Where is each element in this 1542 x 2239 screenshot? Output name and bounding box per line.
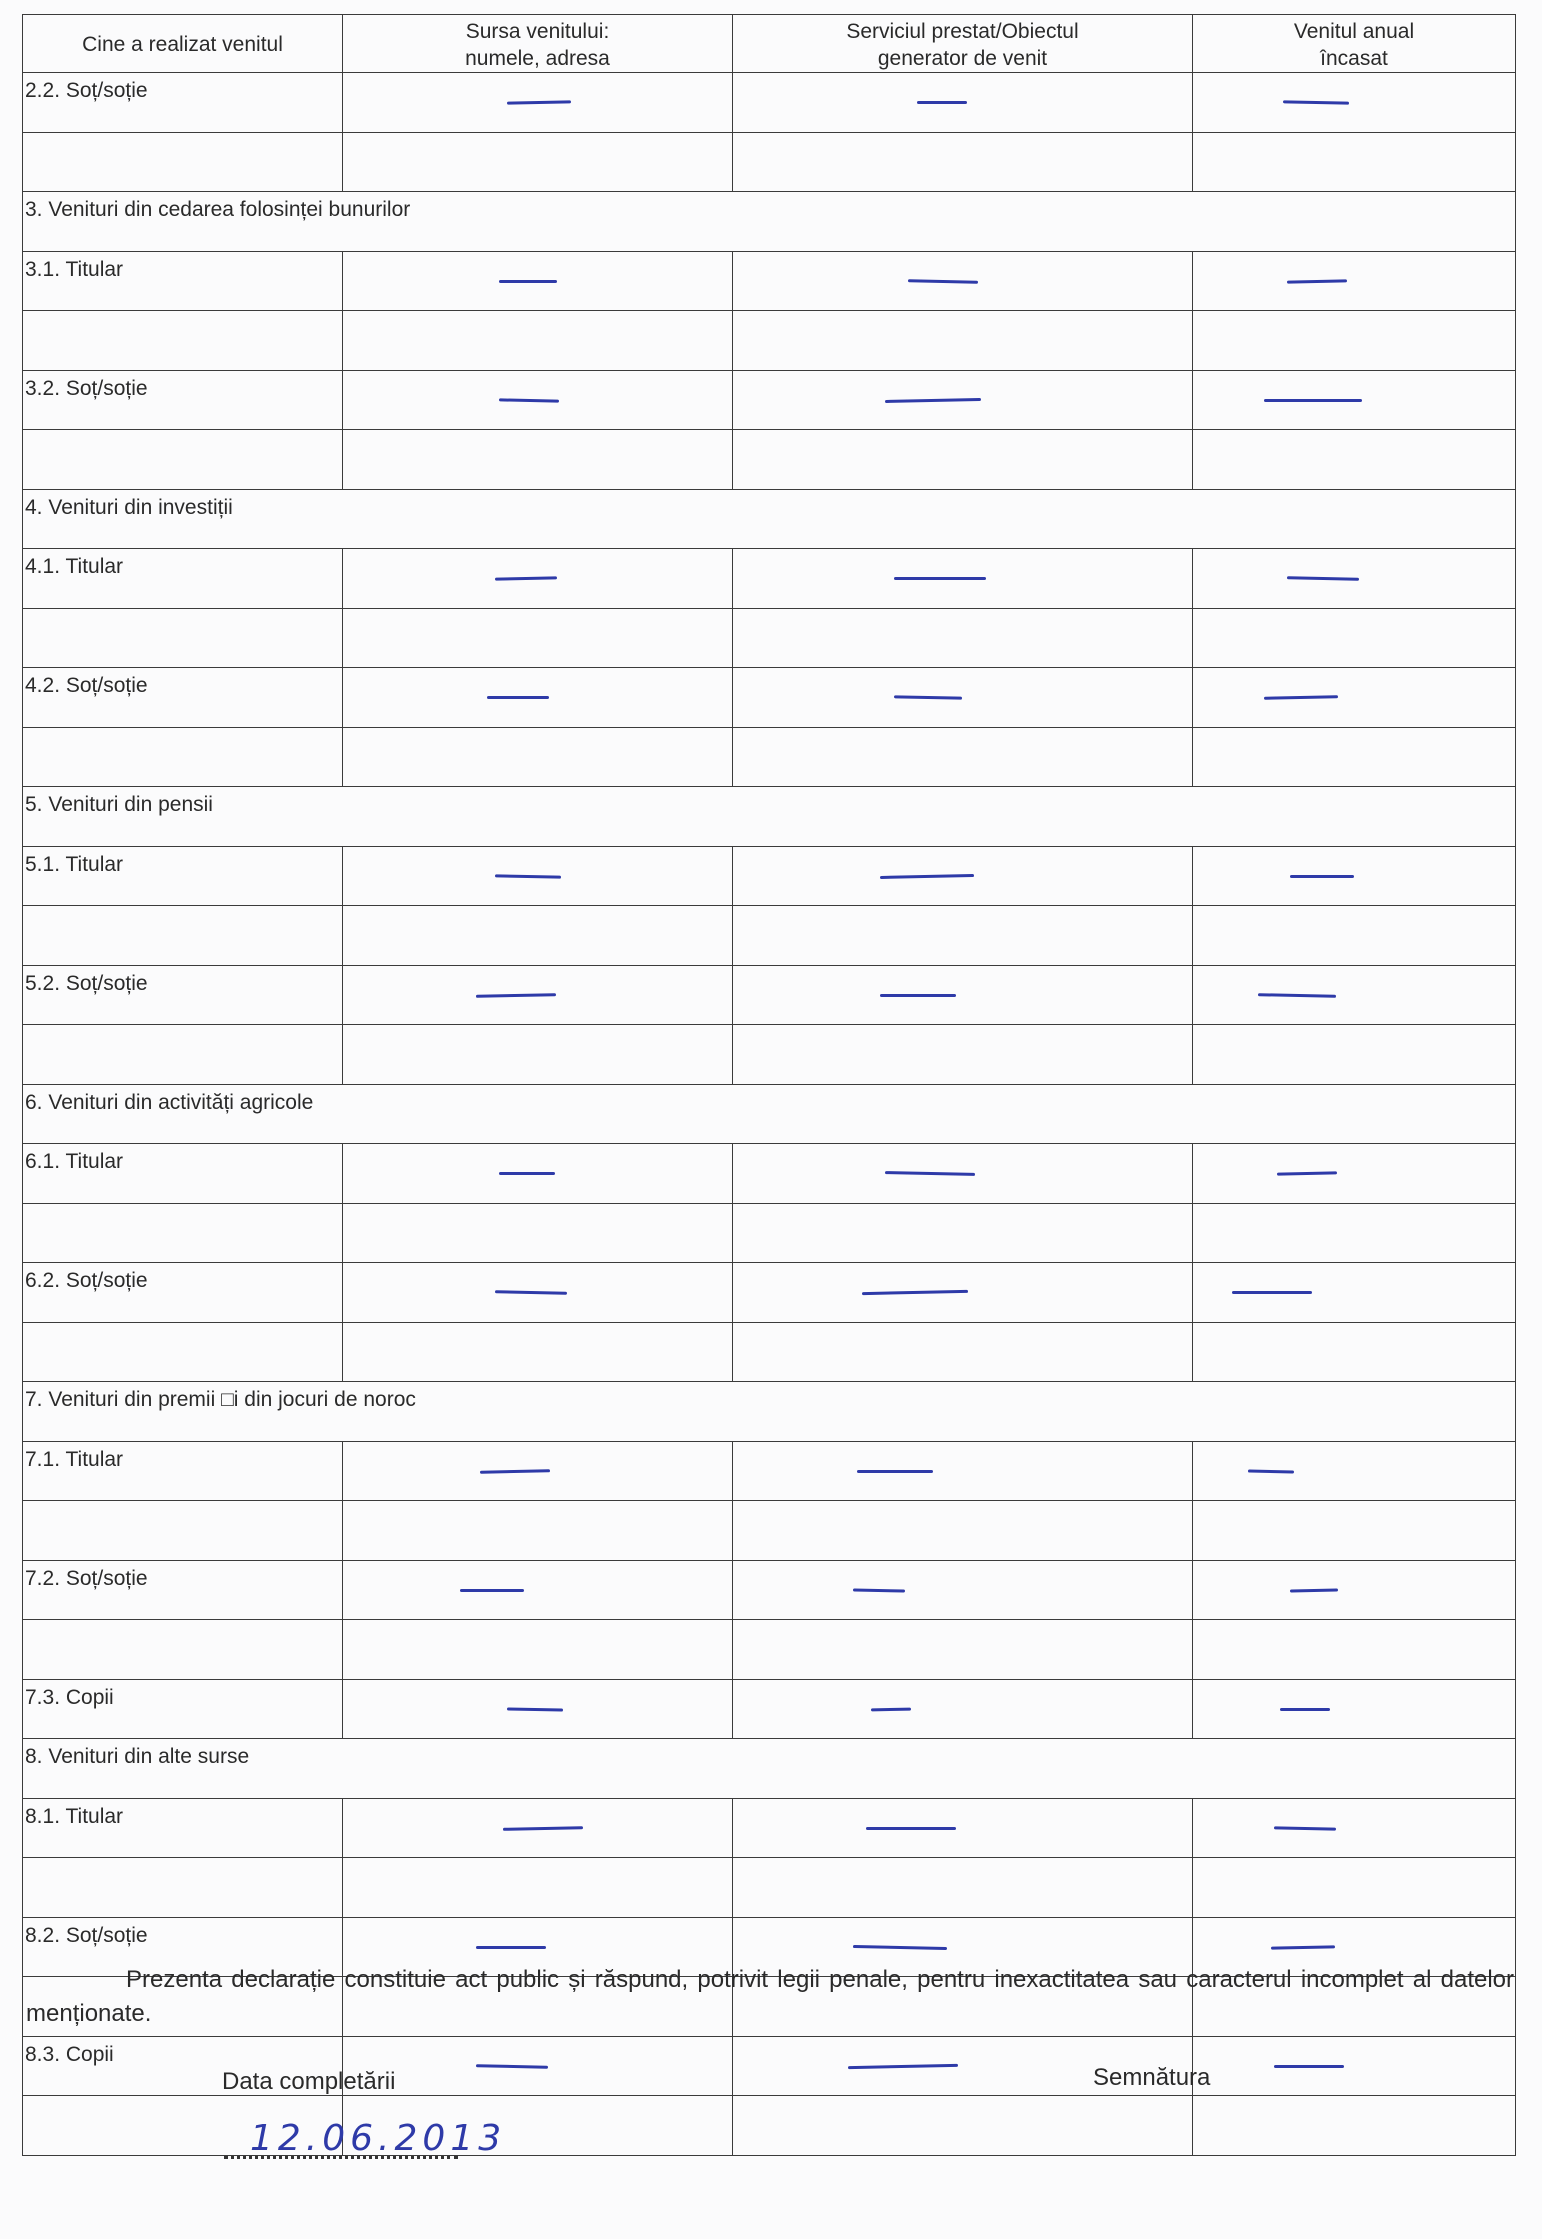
handwritten-dash-mark <box>495 576 557 580</box>
row-label <box>23 311 343 371</box>
table-row <box>23 2096 1516 2156</box>
row-label <box>23 1025 343 1085</box>
handwritten-dash-mark <box>894 695 962 699</box>
row-label <box>23 906 343 966</box>
income-cell <box>1193 1560 1516 1620</box>
header-who: Cine a realizat venitul <box>23 15 343 73</box>
header-service <box>733 15 1193 73</box>
income-cell <box>1193 1501 1516 1561</box>
handwritten-dash-mark <box>503 1826 583 1831</box>
handwritten-dash-mark <box>1287 279 1347 283</box>
row-label <box>23 1501 343 1561</box>
handwritten-dash-mark <box>480 1469 550 1473</box>
handwritten-dash-mark <box>1264 695 1338 700</box>
handwritten-dash-mark <box>499 398 559 402</box>
row-label: 5.1. Titular <box>23 846 343 906</box>
source-cell <box>343 1441 733 1501</box>
section-row <box>23 192 1516 252</box>
section-label: 6. Venituri din activități agricole <box>23 1084 1516 1144</box>
handwritten-dash-mark <box>1258 993 1336 998</box>
handwritten-dash-mark <box>848 2063 958 2068</box>
handwritten-dash-mark <box>1274 2065 1344 2068</box>
table-row <box>23 608 1516 668</box>
table-row <box>23 132 1516 192</box>
table-row <box>23 1620 1516 1680</box>
header-income <box>1193 15 1516 73</box>
handwritten-dash-mark <box>853 1588 905 1592</box>
income-cell <box>1193 846 1516 906</box>
table-row <box>23 1501 1516 1561</box>
handwritten-dash-mark <box>1280 1708 1330 1711</box>
section-label: 5. Venituri din pensii <box>23 787 1516 847</box>
income-cell <box>1193 1679 1516 1739</box>
handwritten-dash-mark <box>476 1946 546 1949</box>
source-cell <box>343 1560 733 1620</box>
income-cell <box>1193 1441 1516 1501</box>
service-cell <box>733 727 1193 787</box>
table-row <box>23 1858 1516 1918</box>
income-cell <box>1193 906 1516 966</box>
table-row <box>23 370 1516 430</box>
handwritten-dash-mark <box>1264 399 1362 402</box>
service-cell <box>733 1025 1193 1085</box>
table-row <box>23 430 1516 490</box>
handwritten-dash-mark <box>1232 1291 1312 1294</box>
table-body <box>23 73 1516 2156</box>
service-cell <box>733 430 1193 490</box>
service-cell <box>733 132 1193 192</box>
handwritten-dash-mark <box>495 1290 567 1295</box>
section-label: 4. Venituri din investiții <box>23 489 1516 549</box>
handwritten-dash-mark <box>1274 1826 1336 1830</box>
source-cell <box>343 1263 733 1323</box>
service-cell <box>733 1441 1193 1501</box>
service-cell <box>733 1679 1193 1739</box>
handwritten-dash-mark <box>1290 1588 1338 1592</box>
handwritten-dash-mark <box>1287 576 1359 581</box>
handwritten-dash-mark <box>507 100 571 104</box>
service-cell <box>733 73 1193 133</box>
date-dotted-line <box>224 2156 458 2159</box>
source-cell <box>343 430 733 490</box>
row-label: 8.3. Copii <box>23 2036 343 2096</box>
handwritten-dash-mark <box>1248 1469 1294 1473</box>
source-cell <box>343 1322 733 1382</box>
service-cell <box>733 549 1193 609</box>
handwritten-dash-mark <box>1271 1945 1335 1949</box>
row-label: 7.1. Titular <box>23 1441 343 1501</box>
row-label: 8.1. Titular <box>23 1798 343 1858</box>
header-service-line1: Serviciul prestat/Obiectul <box>846 19 1079 43</box>
handwritten-dash-mark <box>507 1707 563 1711</box>
source-cell <box>343 1025 733 1085</box>
service-cell <box>733 1798 1193 1858</box>
handwritten-dash-mark <box>1283 100 1349 104</box>
income-cell <box>1193 1620 1516 1680</box>
row-label: 2.2. Soț/soție <box>23 73 343 133</box>
source-cell <box>343 1858 733 1918</box>
service-cell <box>733 1501 1193 1561</box>
income-cell <box>1193 311 1516 371</box>
income-cell <box>1193 668 1516 728</box>
signature-label: Semnătura <box>1093 2064 1211 2091</box>
handwritten-dash-mark <box>885 397 981 402</box>
table-row <box>23 1798 1516 1858</box>
handwritten-dash-mark <box>908 279 978 283</box>
handwritten-dash-mark <box>487 696 549 699</box>
row-label: 4.2. Soț/soție <box>23 668 343 728</box>
service-cell <box>733 370 1193 430</box>
row-label <box>23 608 343 668</box>
handwritten-dash-mark <box>476 993 556 998</box>
source-cell <box>343 1203 733 1263</box>
row-label <box>23 727 343 787</box>
service-cell <box>733 1144 1193 1204</box>
section-label: 3. Venituri din cedarea folosinței bunurilor <box>23 192 1516 252</box>
section-row <box>23 1382 1516 1442</box>
handwritten-dash-mark <box>880 874 974 879</box>
row-label: 6.1. Titular <box>23 1144 343 1204</box>
income-cell <box>1193 73 1516 133</box>
table-row <box>23 251 1516 311</box>
header-income-line1: Venitul anual <box>1293 19 1415 43</box>
source-cell <box>343 2036 733 2096</box>
table-row <box>23 549 1516 609</box>
handwritten-dash-mark <box>862 1290 968 1295</box>
row-label: 3.2. Soț/soție <box>23 370 343 430</box>
service-cell <box>733 1560 1193 1620</box>
income-cell <box>1193 1858 1516 1918</box>
handwritten-dash-mark <box>853 1945 947 1950</box>
handwritten-dash-mark <box>857 1470 933 1473</box>
service-cell <box>733 251 1193 311</box>
service-cell <box>733 1620 1193 1680</box>
handwritten-dash-mark <box>880 994 956 997</box>
table-row <box>23 727 1516 787</box>
section-label: 7. Venituri din premii □i din jocuri de noroc <box>23 1382 1516 1442</box>
header-service-line2: generator de venit <box>877 46 1048 70</box>
row-label: 3.1. Titular <box>23 251 343 311</box>
source-cell <box>343 311 733 371</box>
row-label <box>23 1858 343 1918</box>
table-row <box>23 965 1516 1025</box>
row-label: 4.1. Titular <box>23 549 343 609</box>
date-label: Data completării <box>222 2068 396 2095</box>
service-cell <box>733 668 1193 728</box>
income-cell <box>1193 1203 1516 1263</box>
table-row <box>23 846 1516 906</box>
handwritten-dash-mark <box>476 2064 548 2069</box>
row-label: 5.2. Soț/soție <box>23 965 343 1025</box>
income-table <box>22 14 1516 2156</box>
source-cell <box>343 132 733 192</box>
header-income-line2: încasat <box>1320 46 1388 70</box>
row-label: 7.3. Copii <box>23 1679 343 1739</box>
handwritten-dash-mark <box>885 1171 975 1176</box>
service-cell <box>733 1858 1193 1918</box>
income-cell <box>1193 549 1516 609</box>
table-row <box>23 1263 1516 1323</box>
service-cell <box>733 311 1193 371</box>
table-row <box>23 1144 1516 1204</box>
source-cell <box>343 370 733 430</box>
row-label <box>23 1620 343 1680</box>
declaration-text: Prezenta declarație constituie act public și răspund, potrivit legii penale, pentru inexactitatea sau caracterul incomplet al datelor menționate. <box>26 1966 1514 2027</box>
source-cell <box>343 727 733 787</box>
service-cell <box>733 965 1193 1025</box>
row-label: 6.2. Soț/soție <box>23 1263 343 1323</box>
source-cell <box>343 1620 733 1680</box>
service-cell <box>733 1203 1193 1263</box>
service-cell <box>733 2096 1193 2156</box>
header-source-line2: numele, adresa <box>465 46 610 70</box>
income-cell <box>1193 727 1516 787</box>
section-row <box>23 1084 1516 1144</box>
income-cell <box>1193 430 1516 490</box>
handwritten-dash-mark <box>866 1827 956 1830</box>
service-cell <box>733 846 1193 906</box>
source-cell <box>343 668 733 728</box>
income-cell <box>1193 965 1516 1025</box>
source-cell <box>343 906 733 966</box>
section-row <box>23 1739 1516 1799</box>
handwritten-dash-mark <box>460 1589 524 1592</box>
income-cell <box>1193 1025 1516 1085</box>
income-cell <box>1193 1322 1516 1382</box>
table-row <box>23 668 1516 728</box>
source-cell <box>343 608 733 668</box>
income-cell <box>1193 1798 1516 1858</box>
handwritten-dash-mark <box>871 1707 911 1711</box>
handwritten-dash-mark <box>917 101 967 104</box>
section-label: 8. Venituri din alte surse <box>23 1739 1516 1799</box>
table-row <box>23 1560 1516 1620</box>
header-source-line1: Sursa venitului: <box>465 19 610 43</box>
service-cell <box>733 906 1193 966</box>
income-cell <box>1193 370 1516 430</box>
handwritten-dash-mark <box>499 1172 555 1175</box>
table-row <box>23 73 1516 133</box>
table-row <box>23 1203 1516 1263</box>
source-cell <box>343 1798 733 1858</box>
date-value: 12.06.2013 <box>250 2118 507 2159</box>
handwritten-dash-mark <box>499 280 557 283</box>
income-cell <box>1193 2036 1516 2096</box>
table-header-row <box>23 15 1516 73</box>
table-row <box>23 1025 1516 1085</box>
source-cell <box>343 73 733 133</box>
row-label <box>23 1322 343 1382</box>
header-source <box>343 15 733 73</box>
row-label <box>23 1203 343 1263</box>
section-row <box>23 787 1516 847</box>
row-label <box>23 132 343 192</box>
table-row <box>23 1441 1516 1501</box>
row-label <box>23 430 343 490</box>
service-cell <box>733 1263 1193 1323</box>
handwritten-dash-mark <box>894 577 986 580</box>
income-cell <box>1193 1144 1516 1204</box>
income-cell <box>1193 132 1516 192</box>
table-row <box>23 1679 1516 1739</box>
table-row <box>23 906 1516 966</box>
income-cell <box>1193 2096 1516 2156</box>
table-row <box>23 311 1516 371</box>
income-cell <box>1193 608 1516 668</box>
service-cell <box>733 608 1193 668</box>
handwritten-dash-mark <box>495 874 561 878</box>
income-cell <box>1193 1263 1516 1323</box>
table-row <box>23 1322 1516 1382</box>
source-cell <box>343 549 733 609</box>
source-cell <box>343 846 733 906</box>
source-cell <box>343 1679 733 1739</box>
source-cell <box>343 251 733 311</box>
handwritten-dash-mark <box>1277 1171 1337 1175</box>
row-label: 7.2. Soț/soție <box>23 1560 343 1620</box>
row-label: 8.2. Soț/soție <box>23 1917 343 1977</box>
source-cell <box>343 1144 733 1204</box>
section-row <box>23 489 1516 549</box>
source-cell <box>343 1501 733 1561</box>
source-cell <box>343 965 733 1025</box>
income-cell <box>1193 251 1516 311</box>
handwritten-dash-mark <box>1290 875 1354 878</box>
service-cell <box>733 1322 1193 1382</box>
